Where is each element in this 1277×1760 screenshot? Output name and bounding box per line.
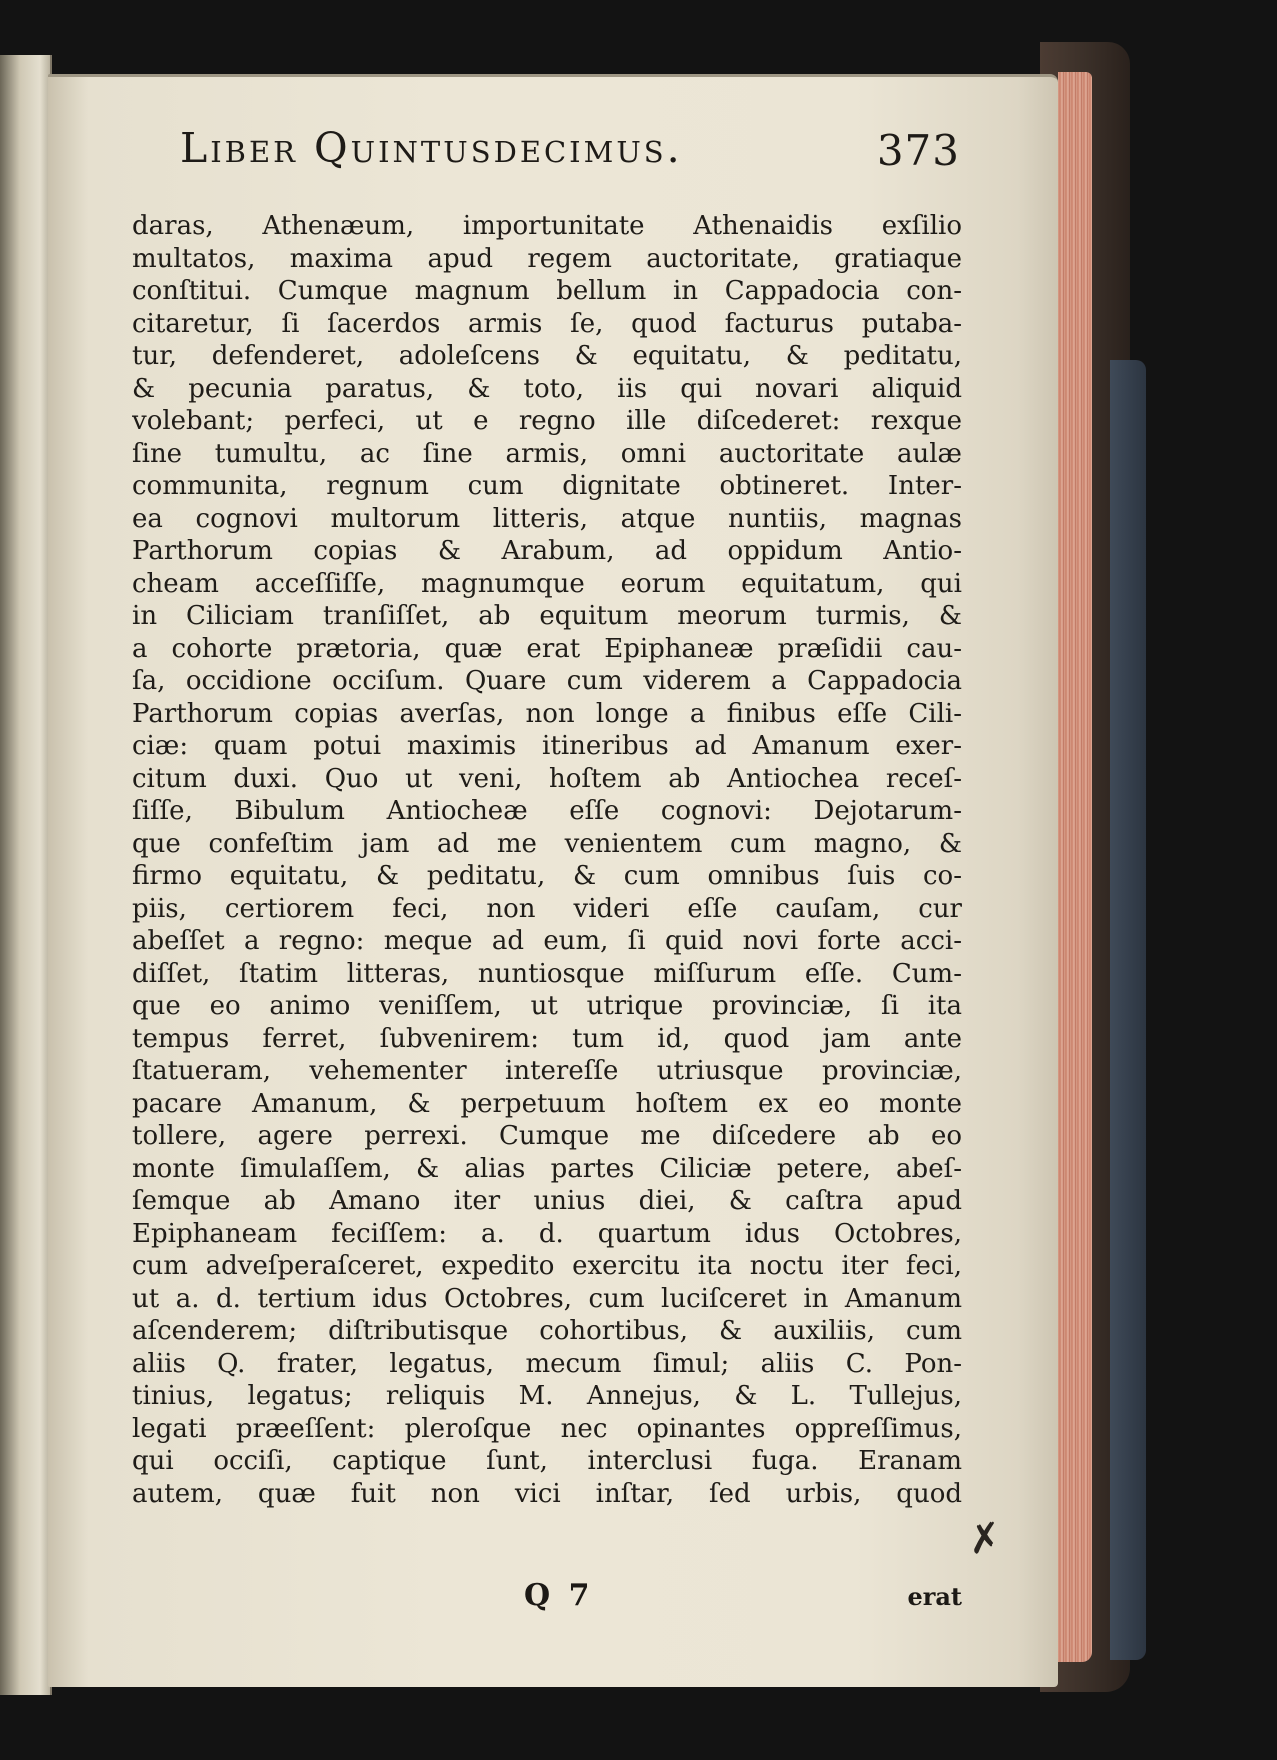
text-line: ea cognovi multorum litteris, atque nuntiis, magnas <box>132 503 962 534</box>
text-line: ſine tumultu, ac ſine armis, omni auctoritate aulæ <box>132 438 962 469</box>
text-line: conſtitui. Cumque magnum bellum in Cappadocia con- <box>132 276 962 306</box>
body-text <box>132 210 962 1510</box>
text-line: que confeſtim jam ad me venientem cum magno, & <box>132 828 962 859</box>
text-line: citum duxi. Quo ut veni, hoſtem ab Antiochea receſ- <box>132 763 962 794</box>
text-line: pacare Amanum, & perpetuum hoſtem ex eo monte <box>132 1088 962 1119</box>
text-line: ciæ: quam potui maximis itineribus ad Amanum exer- <box>132 731 962 761</box>
text-line: tempus ferret, ſubvenirem: tum id, quod jam ante <box>132 1023 962 1054</box>
text-line: abeſſet a regno: meque ad eum, ſi quid novi forte acci- <box>132 926 962 956</box>
page-footer <box>132 1578 962 1618</box>
running-head <box>180 124 960 180</box>
text-line: qui occiſi, captique ſunt, interclusi fuga. Eranam <box>132 1446 962 1476</box>
text-line: Epiphaneam feciſſem: a. d. quartum idus Octobres, <box>132 1218 962 1249</box>
margin-cross-mark-icon: ✗ <box>964 1513 1005 1565</box>
text-line: Parthorum copias averſas, non longe a finibus eſſe Cili- <box>132 698 962 729</box>
text-line: aliis Q. frater, legatus, mecum ſimul; aliis C. Pon- <box>132 1348 962 1379</box>
text-line: legati præeſſent: pleroſque nec opinantes oppreſſimus, <box>132 1413 962 1444</box>
cover-cloth <box>1110 360 1146 1660</box>
text-line: monte ſimulaſſem, & alias partes Ciliciæ petere, abeſ- <box>132 1153 962 1184</box>
text-line: ſtatueram, vehementer intereſſe utriusque provinciæ, <box>132 1056 962 1086</box>
text-line: que eo animo veniſſem, ut utrique provinciæ, ſi ita <box>132 991 962 1021</box>
text-line: citaretur, ſi ſacerdos armis ſe, quod facturus putaba- <box>132 308 962 339</box>
text-line: ſa, occidione occiſum. Quare cum viderem a Cappadocia <box>132 666 962 696</box>
text-line: ut a. d. tertium idus Octobres, cum luciſceret in Amanum <box>132 1283 962 1314</box>
text-line: ſemque ab Amano iter unius diei, & caſtra apud <box>132 1186 962 1216</box>
text-line: communita, regnum cum dignitate obtineret. Inter- <box>132 471 962 501</box>
text-line: piis, certiorem feci, non videri eſſe cauſam, cur <box>132 893 962 924</box>
text-line: tinius, legatus; reliquis M. Annejus, & L. Tullejus, <box>132 1381 962 1411</box>
text-line: multatos, maxima apud regem auctoritate, gratiaque <box>132 243 962 274</box>
signature-mark: Q 7 <box>524 1578 594 1613</box>
text-line: tur, defenderet, adoleſcens & equitatu, & peditatu, <box>132 341 962 371</box>
text-line: & pecunia paratus, & toto, iis qui novari aliquid <box>132 373 962 404</box>
catchword: erat <box>907 1582 962 1611</box>
running-head-title: Liber Quintusdecimus. <box>180 124 683 172</box>
text-line: volebant; perfeci, ut e regno ille diſcederet: rexque <box>132 406 962 436</box>
page-edges <box>1058 72 1092 1662</box>
text-line: cheam acceſſiſſe, magnumque eorum equitatum, qui <box>132 568 962 599</box>
text-line: Parthorum copias & Arabum, ad oppidum Antio- <box>132 536 962 566</box>
page-number: 373 <box>876 126 960 175</box>
text-line: firmo equitatu, & peditatu, & cum omnibus ſuis co- <box>132 861 962 891</box>
text-line: diſſet, ſtatim litteras, nuntiosque miſſurum eſſe. Cum- <box>132 958 962 989</box>
text-line: a cohorte prætoria, quæ erat Epiphaneæ præſidii cau- <box>132 633 962 664</box>
text-line: daras, Athenæum, importunitate Athenaidis exſilio <box>132 211 962 241</box>
text-line: tollere, agere perrexi. Cumque me diſcedere ab eo <box>132 1121 962 1151</box>
text-line: in Ciliciam tranſiſſet, ab equitum meorum turmis, & <box>132 601 962 631</box>
text-line: aſcenderem; diſtributisque cohortibus, & auxiliis, cum <box>132 1316 962 1346</box>
text-line: ſiſſe, Bibulum Antiocheæ eſſe cognovi: Dejotarum- <box>132 796 962 826</box>
text-line: autem, quæ fuit non vici inſtar, ſed urbis, quod <box>132 1478 962 1509</box>
text-line: cum adveſperaſceret, expedito exercitu ita noctu iter feci, <box>132 1251 962 1281</box>
facing-page-edge <box>0 55 52 1695</box>
